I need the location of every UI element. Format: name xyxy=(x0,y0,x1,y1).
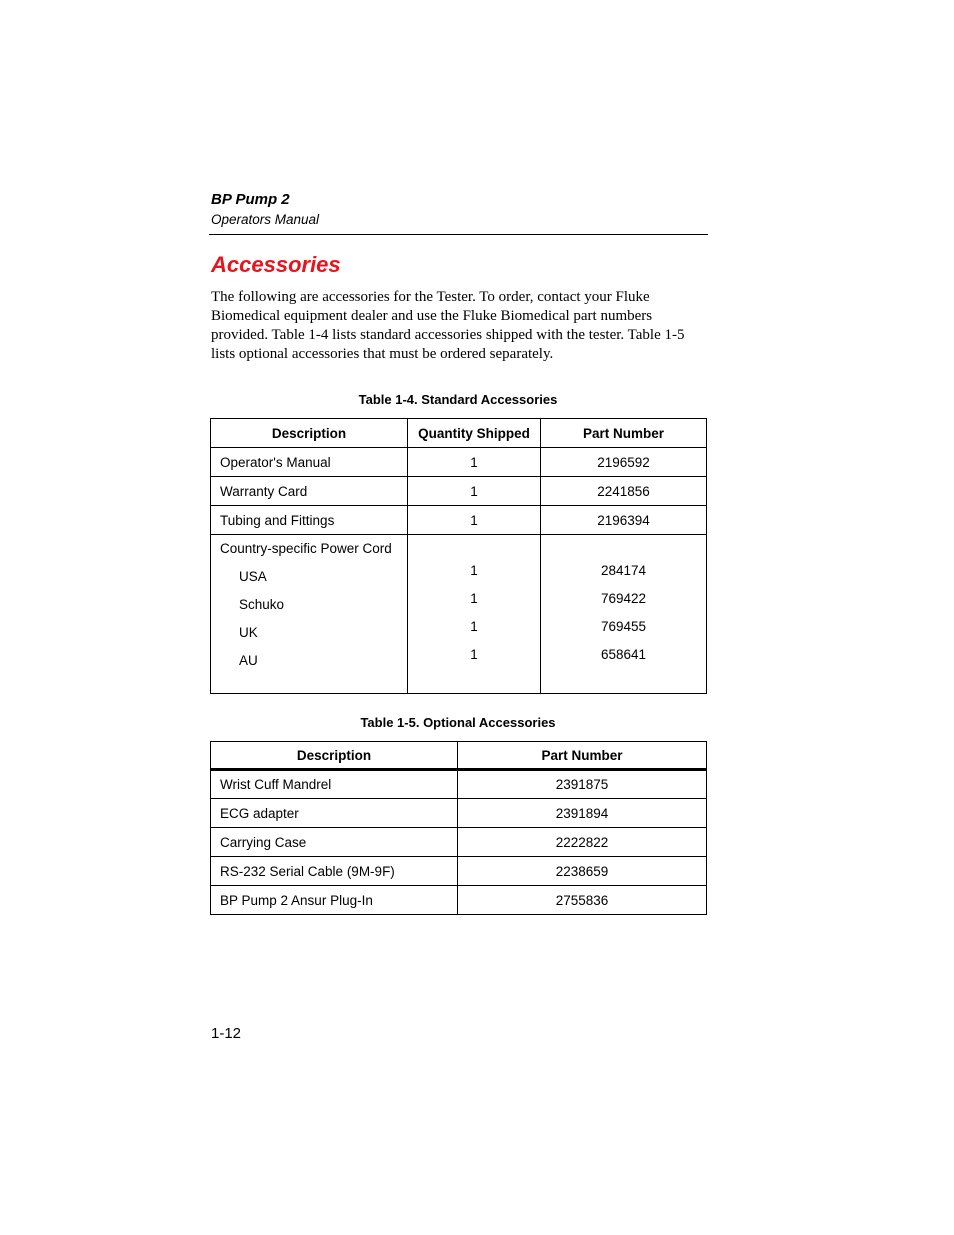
column-header-part-number: Part Number xyxy=(541,419,707,448)
table1-caption: Table 1-4. Standard Accessories xyxy=(358,392,558,407)
table-row xyxy=(211,477,707,506)
header-divider xyxy=(209,234,708,235)
cell-description: ECG adapter xyxy=(211,799,458,828)
table-row xyxy=(211,828,707,857)
cell-description xyxy=(211,535,408,694)
power-cord-part: 769422 xyxy=(600,591,647,606)
power-cord-qty: 1 xyxy=(470,563,478,578)
table-header-row xyxy=(211,742,707,770)
cell-quantity: 1 xyxy=(408,448,541,477)
column-header-part-number: Part Number xyxy=(458,742,707,770)
power-cord-qty: 1 xyxy=(470,619,478,634)
table-row xyxy=(211,857,707,886)
cell-part-number: 2222822 xyxy=(458,828,707,857)
table-row xyxy=(211,799,707,828)
cell-description: Carrying Case xyxy=(211,828,458,857)
cell-part-number: 2241856 xyxy=(541,477,707,506)
power-cord-qty: 1 xyxy=(470,591,478,606)
cell-description: Operator's Manual xyxy=(211,448,408,477)
cell-part-number: 2196394 xyxy=(541,506,707,535)
power-cord-part: 284174 xyxy=(600,563,647,578)
page-number: 1-12 xyxy=(211,1025,242,1042)
table-header-row xyxy=(211,419,707,448)
column-header-description: Description xyxy=(211,742,458,770)
optional-accessories-table xyxy=(210,741,707,915)
cell-description: RS-232 Serial Cable (9M-9F) xyxy=(211,857,458,886)
column-header-quantity: Quantity Shipped xyxy=(408,419,541,448)
intro-paragraph: The following are accessories for the Tester. To order, contact your Fluke Biomedical equipment dealer and use the Fluke Biomedical part numbers provided. Table 1-4 lists standard accessories shipped with the tester. Table 1-5 lists optional accessories that must be ordered separately. xyxy=(211,289,685,362)
power-cord-label: Country-specific Power Cord xyxy=(220,541,392,556)
cell-quantity: 1 xyxy=(408,477,541,506)
power-cord-qty: 1 xyxy=(470,647,478,662)
power-cord-option: USA xyxy=(239,569,267,584)
standard-accessories-table xyxy=(210,418,707,694)
cell-part-number: 2391875 xyxy=(458,770,707,799)
cell-quantity: 1 xyxy=(408,506,541,535)
section-heading: Accessories xyxy=(211,252,341,277)
cell-part-number: 2391894 xyxy=(458,799,707,828)
power-cord-option: UK xyxy=(239,625,258,640)
cell-description: BP Pump 2 Ansur Plug-In xyxy=(211,886,458,915)
power-cord-part: 769455 xyxy=(600,619,647,634)
table-row xyxy=(211,770,707,799)
cell-description: Wrist Cuff Mandrel xyxy=(211,770,458,799)
cell-description: Tubing and Fittings xyxy=(211,506,408,535)
power-cord-part: 658641 xyxy=(600,647,647,662)
manual-subtitle: Operators Manual xyxy=(211,212,320,227)
cell-part-number: 2755836 xyxy=(458,886,707,915)
power-cord-row xyxy=(211,535,707,694)
power-cord-option: Schuko xyxy=(239,597,285,612)
table-row xyxy=(211,886,707,915)
cell-quantity xyxy=(408,535,541,694)
table-row xyxy=(211,448,707,477)
cell-part-number: 2196592 xyxy=(541,448,707,477)
table-row xyxy=(211,506,707,535)
cell-description: Warranty Card xyxy=(211,477,408,506)
manual-title: BP Pump 2 xyxy=(211,191,290,208)
column-header-description: Description xyxy=(211,419,408,448)
cell-part-number: 2238659 xyxy=(458,857,707,886)
power-cord-option: AU xyxy=(239,653,258,668)
cell-part-number xyxy=(541,535,707,694)
table2-caption: Table 1-5. Optional Accessories xyxy=(360,715,556,730)
